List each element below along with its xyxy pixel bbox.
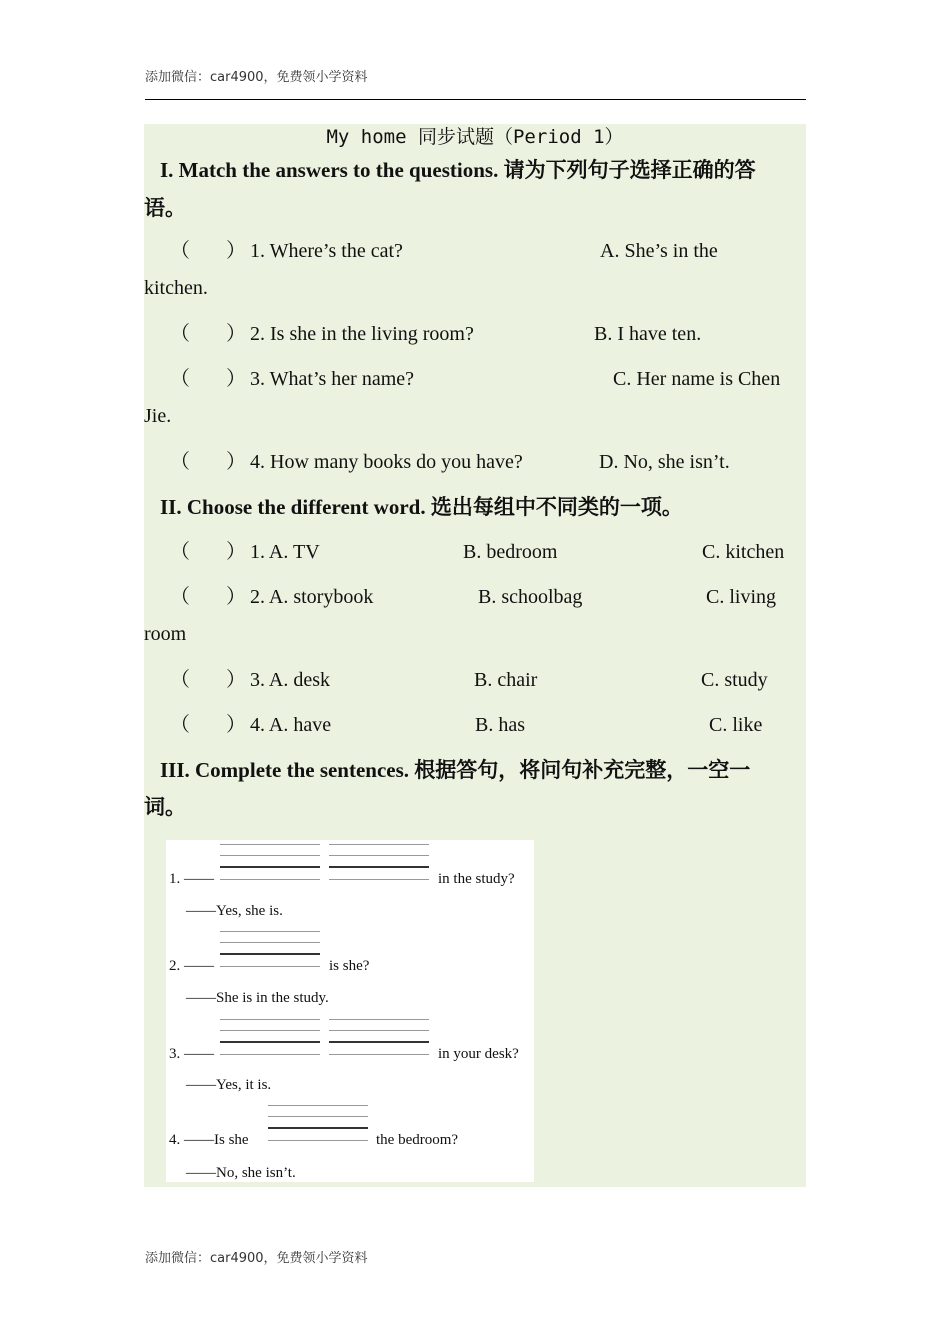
paren-close: ）: [226, 714, 246, 736]
fill-question-3: 3. ——: [169, 1046, 214, 1062]
question-2: 2. Is she in the living room?: [250, 323, 474, 345]
question-tail: the bedroom?: [376, 1132, 459, 1148]
answer-blank[interactable]: [329, 1019, 429, 1059]
section2-heading: II. Choose the different word. 选出每组中不同类的一项。: [160, 495, 683, 519]
section1-heading-cont: 语。: [144, 196, 186, 220]
paren-close: ）: [226, 240, 246, 262]
answer-a: A. She’s in the: [600, 240, 718, 262]
paren-open: （: [170, 541, 190, 563]
worksheet-title: My home 同步试题（Period 1）: [326, 126, 624, 148]
answer-blank[interactable]: [329, 844, 429, 884]
question-tail: is she?: [329, 958, 370, 974]
answer-line: ——Yes, she is.: [186, 903, 283, 919]
worksheet: [144, 124, 806, 1187]
option-a: 3. A. desk: [250, 669, 330, 691]
answer-b: B. I have ten.: [594, 323, 702, 345]
paren-close: ）: [226, 669, 246, 691]
paren-open: （: [170, 586, 190, 608]
option-a: 2. A. storybook: [250, 586, 374, 608]
question-tail: in the study?: [438, 871, 515, 887]
fill-question-1: 1. ——: [169, 871, 214, 887]
fill-question-4: 4. ——Is she: [169, 1132, 249, 1148]
question-1: 1. Where’s the cat?: [250, 240, 403, 262]
paren-close: ）: [226, 368, 246, 390]
answer-line: ——She is in the study.: [186, 990, 329, 1006]
option-c: C. study: [701, 669, 768, 691]
option-b: B. bedroom: [463, 541, 558, 563]
answer-c: C. Her name is Chen: [613, 368, 781, 390]
fill-in-figure: [166, 840, 534, 1182]
paren-open: （: [170, 669, 190, 691]
question-4: 4. How many books do you have?: [250, 451, 523, 473]
paren-close: ）: [226, 541, 246, 563]
paren-open: （: [170, 714, 190, 736]
paren-close: ）: [226, 323, 246, 345]
option-c-cont: room: [144, 623, 187, 645]
option-a: 4. A. have: [250, 714, 332, 736]
paren-close: ）: [226, 586, 246, 608]
answer-line: ——Yes, it is.: [186, 1077, 272, 1093]
header-divider: [145, 99, 806, 100]
option-b: B. has: [475, 714, 525, 736]
answer-blank[interactable]: [220, 1019, 320, 1059]
question-3: 3. What’s her name?: [250, 368, 415, 390]
section3-heading: III. Complete the sentences. 根据答句，将问句补充完整，一空一: [160, 758, 751, 782]
answer-blank[interactable]: [268, 1105, 368, 1145]
option-c: C. like: [709, 714, 763, 736]
answer-blank[interactable]: [220, 931, 320, 971]
option-a: 1. A. TV: [250, 541, 320, 563]
option-c: C. living: [706, 586, 777, 608]
paren-close: ）: [226, 451, 246, 473]
answer-line: ——No, she isn’t.: [186, 1165, 296, 1181]
answer-c-cont: Jie.: [144, 405, 172, 427]
option-b: B. chair: [474, 669, 538, 691]
answer-blank[interactable]: [220, 844, 320, 884]
paren-open: （: [170, 368, 190, 390]
section1-heading: I. Match the answers to the questions. 请为下列句子选择正确的答: [160, 158, 756, 182]
fill-question-2: 2. ——: [169, 958, 214, 974]
answer-d: D. No, she isn’t.: [599, 451, 730, 473]
paren-open: （: [170, 451, 190, 473]
answer-a-cont: kitchen.: [144, 277, 208, 299]
option-b: B. schoolbag: [478, 586, 583, 608]
question-tail: in your desk?: [438, 1046, 519, 1062]
option-c: C. kitchen: [702, 541, 785, 563]
header-note: 添加微信：car4900，免费领小学资料: [145, 70, 368, 85]
paren-open: （: [170, 323, 190, 345]
footer-note: 添加微信：car4900，免费领小学资料: [145, 1251, 368, 1266]
paren-open: （: [170, 240, 190, 262]
section3-heading-cont: 词。: [144, 795, 186, 819]
